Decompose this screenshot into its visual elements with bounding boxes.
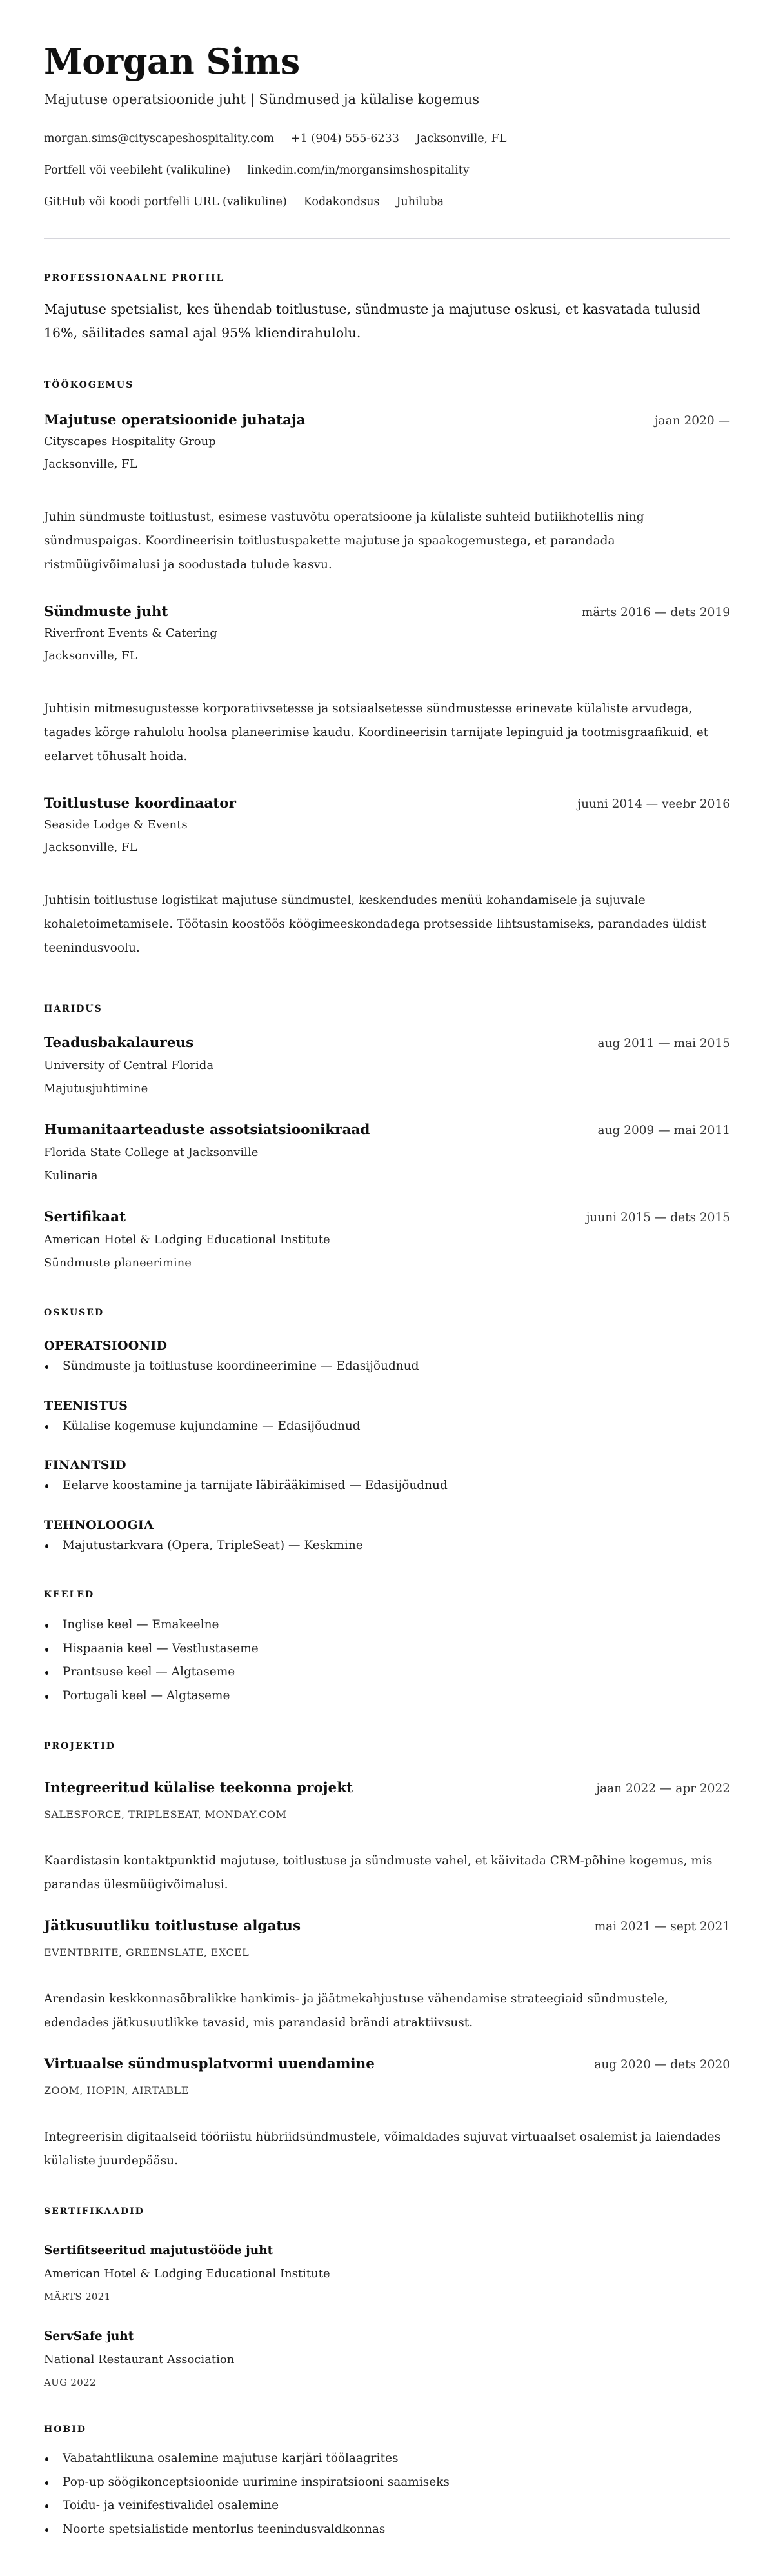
job-entry	[44, 603, 730, 768]
contact-row	[44, 163, 730, 178]
project-title: Integreeritud külalise teekonna projekt	[44, 1780, 353, 1796]
project-title: Virtuaalse sündmusplatvormi uuendamine	[44, 2056, 375, 2072]
certification-date: AUG 2022	[44, 2377, 96, 2388]
hobby-list	[44, 2447, 730, 2541]
education-entry	[44, 1208, 730, 1272]
institution: American Hotel & Lodging Educational Institute	[44, 1233, 330, 1246]
job-description: Juhtisin mitmesugustesse korporatiivsetesse ja sotsiaalsetesse sündmustesse erinevate külaliste arvudega, tagades kõrge rahulolu hoolsa planeerimise kaudu. Koordineerisin tarnijate lepinguid ja tootmisgraafikuid, et eelarvet tõhusalt hoida.	[44, 702, 709, 763]
job-title: Majutuse operatsioonide juhataja	[44, 412, 306, 428]
profile-summary: Majutuse spetsialist, kes ühendab toitlustuse, sündmuste ja majutuse oskusi, et kasvatada tulusid 16%, säilitades samal ajal 95% kliendirahulolu.	[44, 301, 700, 341]
project-entry	[44, 1779, 730, 1897]
skill-category: TEHNOLOOGIA	[44, 1517, 154, 1532]
certification-date: MÄRTS 2021	[44, 2291, 111, 2302]
skill-item: Eelarve koostamine ja tarnijate läbirääkimised — Edasijõudnud	[44, 1474, 730, 1498]
education-section	[44, 1003, 730, 1272]
projects-section	[44, 1740, 730, 2173]
field-of-study: Kulinaria	[44, 1169, 98, 1183]
skill-item: Sündmuste ja toitlustuse koordineerimine — Edasijõudnud	[44, 1355, 730, 1379]
hobbies-section	[44, 2423, 730, 2541]
section-heading: KEELED	[44, 1590, 95, 1600]
languages-section	[44, 1588, 730, 1708]
skill-item: Külalise kogemuse kujundamine — Edasijõudnud	[44, 1415, 730, 1439]
project-description: Arendasin keskkonnasõbralikke hankimis- ja jäätmekahjustuse vähendamise strateegiaid sündmustele, edendades jätkusuutlikke tavasid, mis parandasid brändi atraktiivsust.	[44, 1992, 668, 2030]
skill-list	[44, 1534, 730, 1558]
skill-category: FINANTSID	[44, 1458, 126, 1472]
company: Seaside Lodge & Events	[44, 818, 188, 832]
section-heading: TÖÖKOGEMUS	[44, 380, 134, 390]
citizenship: Kodakondsus	[303, 195, 380, 208]
experience-section	[44, 379, 730, 960]
job-dates: märts 2016 — dets 2019	[581, 606, 730, 619]
education-dates: juuni 2015 — dets 2015	[586, 1211, 730, 1224]
project-description: Kaardistasin kontaktpunktid majutuse, toitlustuse ja sündmuste vahel, et käivitada CRM-põhine kogemus, mis parandas ülesmüügivõimalusi.	[44, 1854, 713, 1892]
job-description: Juhtisin toitlustuse logistikat majutuse sündmustel, keskendudes menüü kohandamisele ja sujuvale kohaletoimetamisele. Töötasin koostöös köögimeeskondadega protsesside lihtsustamiseks, parandades üldist teenindusvoolu.	[44, 894, 707, 955]
education-entry	[44, 1033, 730, 1097]
language-item: Inglise keel — Emakeelne	[44, 1613, 730, 1637]
project-dates: mai 2021 — sept 2021	[594, 1920, 730, 1933]
section-heading: HOBID	[44, 2424, 86, 2435]
project-tech: ZOOM, HOPIN, AIRTABLE	[44, 2084, 189, 2097]
job-title: Sündmuste juht	[44, 604, 168, 620]
section-heading: SERTIFIKAADID	[44, 2206, 144, 2217]
job-entry	[44, 411, 730, 577]
project-tech: EVENTBRITE, GREENSLATE, EXCEL	[44, 1946, 250, 1959]
job-location: Jacksonville, FL	[44, 649, 137, 663]
skill-list	[44, 1355, 730, 1379]
portfolio-link[interactable]: Portfell või veebileht (valikuline)	[44, 164, 231, 177]
section-heading: PROJEKTID	[44, 1741, 115, 1752]
certification-title: Sertifitseeritud majutustööde juht	[44, 2244, 273, 2257]
certification-title: ServSafe juht	[44, 2330, 134, 2343]
location: Jacksonville, FL	[415, 132, 507, 145]
job-dates: jaan 2020 —	[654, 414, 730, 428]
field-of-study: Majutusjuhtimine	[44, 1082, 148, 1095]
field-of-study: Sündmuste planeerimine	[44, 1256, 192, 1270]
certification-issuer: American Hotel & Lodging Educational Institute	[44, 2267, 330, 2281]
language-item: Portugali keel — Algtaseme	[44, 1684, 730, 1708]
education-entry	[44, 1121, 730, 1184]
job-description: Juhin sündmuste toitlustust, esimese vastuvõtu operatsioone ja külaliste suhteid butiikhotellis ning sündmuspaigas. Koordineerisin toitlustuspakette majutuse ja spaakogemustega, et parandada ristmüügivõimalusi ja soodustada tulude kasvu.	[44, 510, 644, 572]
contact-row	[44, 131, 730, 146]
linkedin-link[interactable]: linkedin.com/in/morgansimshospitality	[247, 164, 470, 177]
institution: University of Central Florida	[44, 1059, 214, 1072]
education-dates: aug 2011 — mai 2015	[597, 1037, 730, 1050]
certification-issuer: National Restaurant Association	[44, 2353, 235, 2366]
education-dates: aug 2009 — mai 2011	[597, 1124, 730, 1137]
skill-list	[44, 1415, 730, 1439]
candidate-name: Morgan Sims	[44, 41, 300, 82]
skill-category: TEENISTUS	[44, 1398, 128, 1413]
degree: Sertifikaat	[44, 1209, 126, 1225]
skill-list	[44, 1474, 730, 1498]
language-list	[44, 1613, 730, 1708]
profile-section	[44, 272, 730, 345]
project-entry	[44, 1917, 730, 2035]
header-divider	[44, 238, 730, 239]
github-link[interactable]: GitHub või koodi portfelli URL (valikuline)	[44, 195, 287, 208]
degree: Humanitaarteaduste assotsiatsioonikraad	[44, 1122, 370, 1138]
hobby-item: Noorte spetsialistide mentorlus teenindusvaldkonnas	[44, 2518, 730, 2542]
project-dates: aug 2020 — dets 2020	[594, 2058, 730, 2072]
project-dates: jaan 2022 — apr 2022	[596, 1782, 730, 1795]
job-location: Jacksonville, FL	[44, 457, 137, 471]
skill-item: Majutustarkvara (Opera, TripleSeat) — Keskmine	[44, 1534, 730, 1558]
project-tech: SALESFORCE, TRIPLESEAT, MONDAY.COM	[44, 1808, 287, 1821]
contact-row	[44, 194, 730, 210]
hobby-item: Vabatahtlikuna osalemine majutuse karjäri töölaagrites	[44, 2447, 730, 2471]
degree: Teadusbakalaureus	[44, 1035, 194, 1051]
certifications-section	[44, 2205, 730, 2390]
resume-header	[44, 41, 730, 210]
job-location: Jacksonville, FL	[44, 841, 137, 854]
job-entry	[44, 794, 730, 960]
section-heading: PROFESSIONAALNE PROFIIL	[44, 273, 224, 283]
drivers-license: Juhiluba	[396, 195, 444, 208]
section-heading: OSKUSED	[44, 1308, 104, 1318]
language-item: Hispaania keel — Vestlustaseme	[44, 1637, 730, 1661]
headline: Majutuse operatsioonide juht | Sündmused ja külalise kogemus	[44, 92, 480, 107]
hobby-item: Toidu- ja veinifestivalidel osalemine	[44, 2494, 730, 2518]
job-title: Toitlustuse koordinaator	[44, 795, 236, 812]
institution: Florida State College at Jacksonville	[44, 1146, 259, 1159]
section-heading: HARIDUS	[44, 1004, 103, 1014]
skills-section	[44, 1306, 730, 1557]
phone: +1 (904) 555-6233	[291, 132, 399, 145]
job-dates: juuni 2014 — veebr 2016	[577, 797, 730, 811]
project-title: Jätkusuutliku toitlustuse algatus	[44, 1918, 301, 1934]
project-entry	[44, 2055, 730, 2173]
project-description: Integreerisin digitaalseid tööriistu hübriidsündmustele, võimaldades sujuvat virtuaalset osalemist ja laiendades külaliste juurdepääsu.	[44, 2130, 721, 2168]
certification-entry	[44, 2242, 730, 2304]
company: Riverfront Events & Catering	[44, 626, 217, 640]
company: Cityscapes Hospitality Group	[44, 435, 216, 448]
language-item: Prantsuse keel — Algtaseme	[44, 1661, 730, 1684]
email-link[interactable]: morgan.sims@cityscapeshospitality.com	[44, 132, 275, 145]
skill-category: OPERATSIOONID	[44, 1339, 168, 1353]
hobby-item: Pop-up söögikonceptsioonide uurimine inspiratsiooni saamiseks	[44, 2471, 730, 2495]
certification-entry	[44, 2328, 730, 2390]
